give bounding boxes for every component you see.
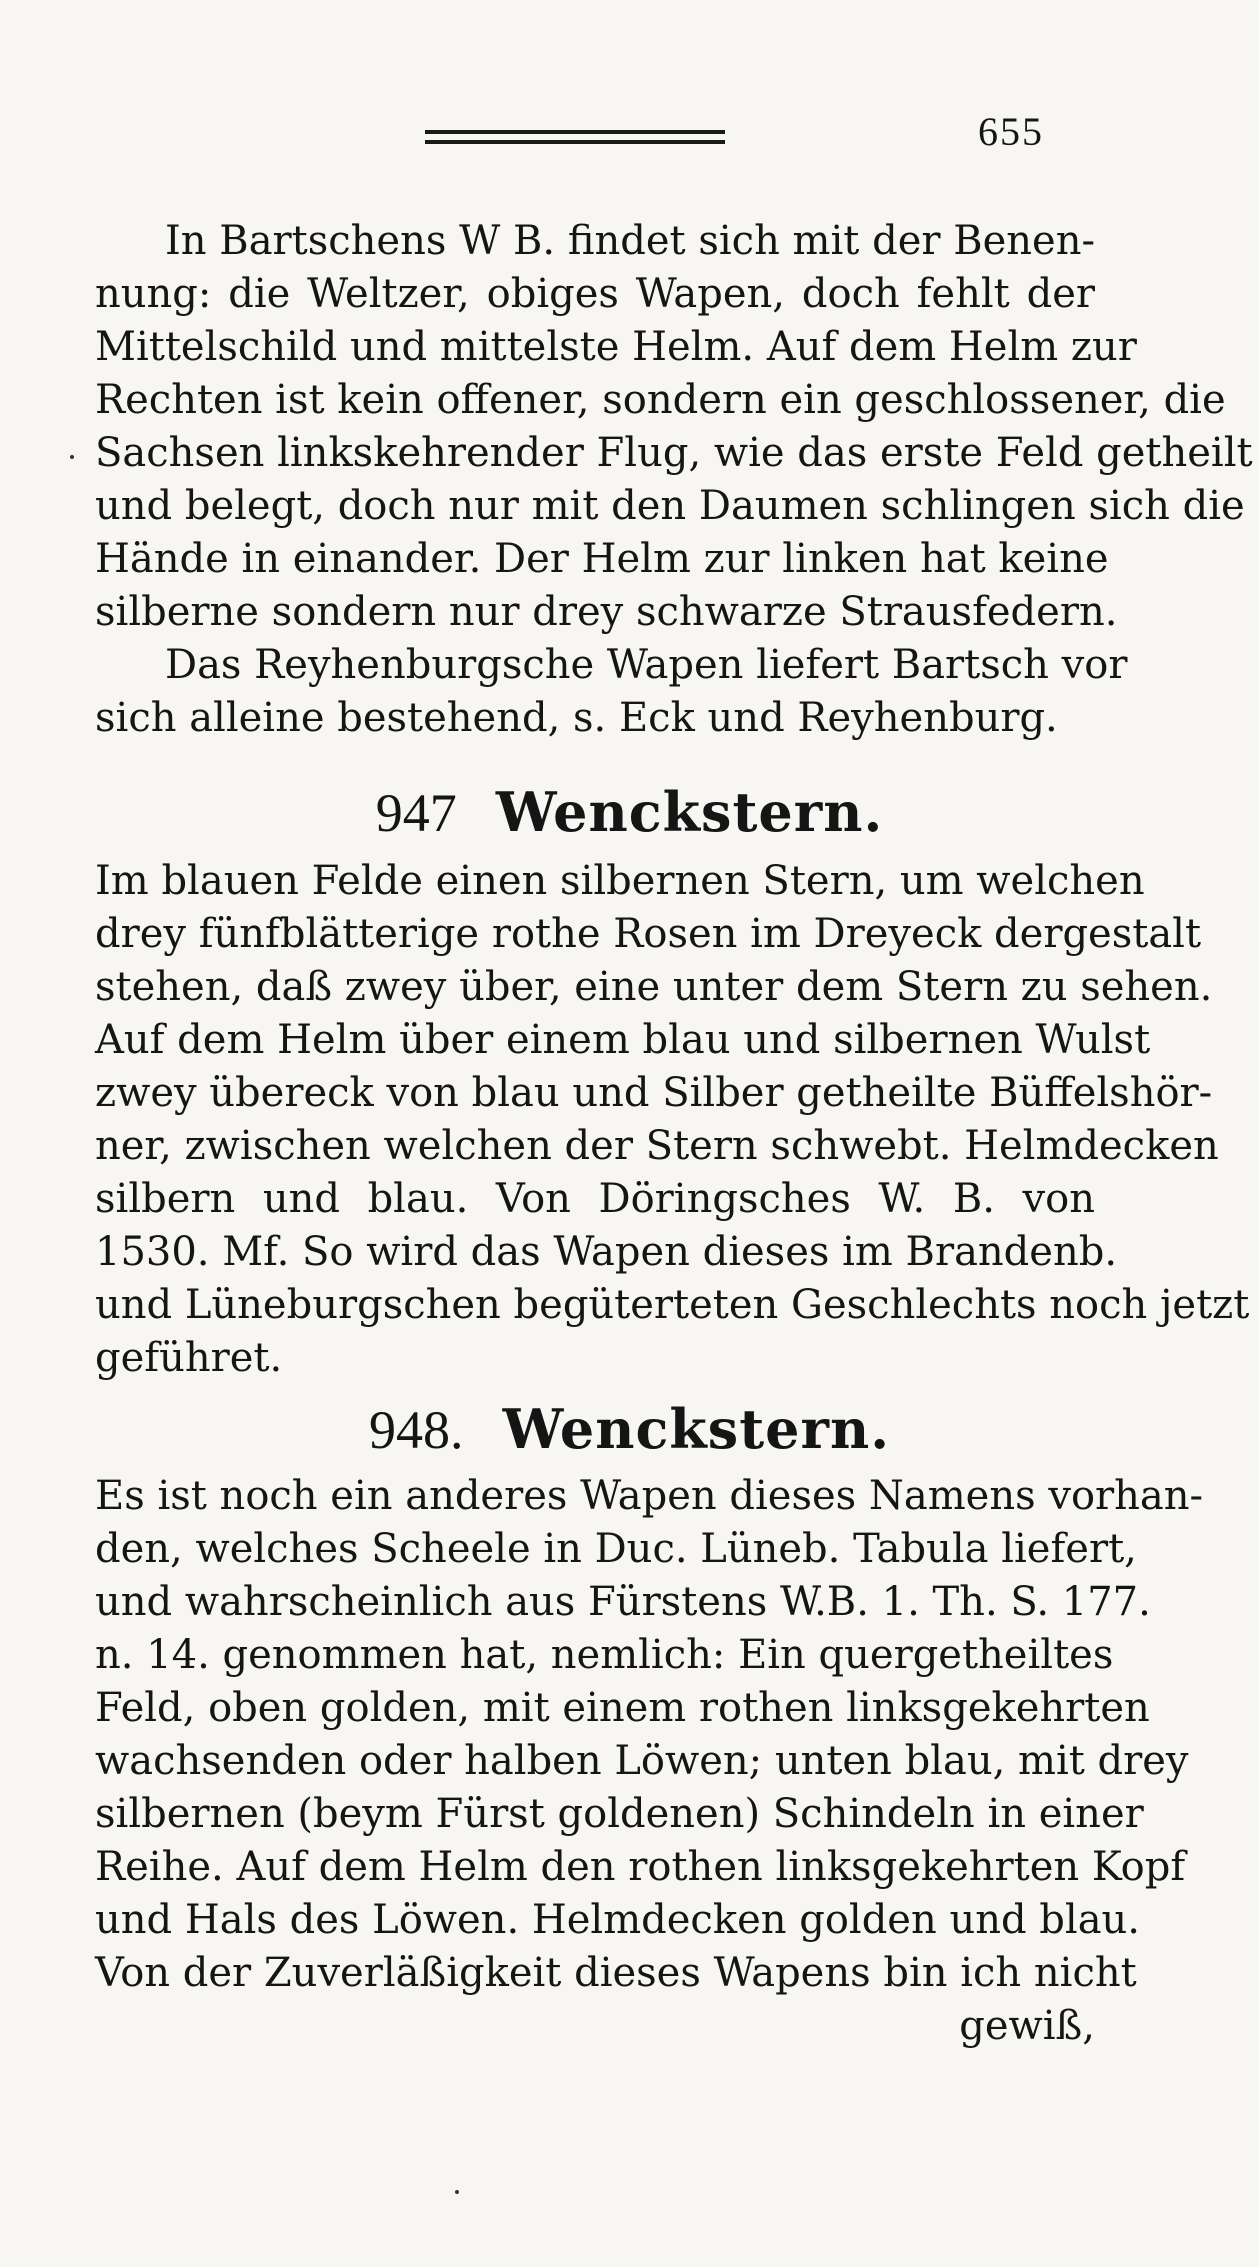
text-line: ner, zwischen welchen der Stern schwebt. Helmdecken xyxy=(95,1123,1219,1169)
entry-948-body xyxy=(95,1470,1204,2053)
text-line: silbernen (beym Fürst goldenen) Schindeln in einer xyxy=(95,1791,1144,1837)
text-line: Rechten ist kein offener, sondern ein geschlossener, die xyxy=(95,377,1226,423)
text-line: und wahrscheinlich aus Fürstens W.B. 1. Th. S. 177. xyxy=(95,1579,1151,1625)
text-line: den, welches Scheele in Duc. Lüneb. Tabula liefert, xyxy=(95,1526,1137,1572)
text-line: Reihe. Auf dem Helm den rothen linksgekehrten Kopf xyxy=(95,1844,1186,1890)
text-line: Im blauen Felde einen silbernen Stern, um welchen xyxy=(95,858,1145,904)
text-line: wachsenden oder halben Löwen; unten blau, mit drey xyxy=(95,1738,1189,1784)
intro-paragraphs xyxy=(95,215,1253,745)
header-double-rule xyxy=(425,130,725,148)
paper-speck xyxy=(455,2190,459,2194)
text-line: und belegt, doch nur mit den Daumen schlingen sich die xyxy=(95,483,1245,529)
text-line: Das Reyhenburgsche Wapen liefert Bartsch vor xyxy=(165,642,1128,688)
entry-heading-947 xyxy=(0,780,1259,844)
catchword: gewiß, xyxy=(959,2003,1095,2049)
paper-speck xyxy=(70,455,74,459)
text-line: Hände in einander. Der Helm zur linken hat keine xyxy=(95,536,1109,582)
text-line: 1530. Mf. So wird das Wapen dieses im Brandenb. xyxy=(95,1229,1118,1275)
text-line: Auf dem Helm über einem blau und silbernen Wulst xyxy=(95,1017,1151,1063)
text-line: zwey übereck von blau und Silber getheilte Büffelshör- xyxy=(95,1070,1213,1116)
text-line: Sachsen linkskehrender Flug, wie das erste Feld getheilt xyxy=(95,430,1253,476)
text-line: und Lüneburgschen begüterteten Geschlechts noch jetzt xyxy=(95,1282,1250,1328)
entry-heading-948 xyxy=(0,1397,1259,1461)
text-line: Von der Zuverläßigkeit dieses Wapens bin ich nicht xyxy=(95,1950,1137,1996)
text-line: n. 14. genommen hat, nemlich: Ein quergetheiltes xyxy=(95,1632,1114,1678)
header-rule-line xyxy=(425,130,725,134)
text-line: sich alleine bestehend, s. Eck und Reyhenburg. xyxy=(95,695,1058,741)
text-line: Mittelschild und mittelste Helm. Auf dem Helm zur xyxy=(95,324,1137,370)
text-line: drey fünfblätterige rothe Rosen im Dreyeck dergestalt xyxy=(95,911,1202,957)
page-number: 655 xyxy=(978,109,1044,154)
text-line: nung: die Weltzer, obiges Wapen, doch fehlt der xyxy=(95,271,1095,317)
entry-title: Wenckstern. xyxy=(495,780,884,844)
text-line: geführet. xyxy=(95,1335,283,1381)
text-line: Es ist noch ein anderes Wapen dieses Namens vorhan- xyxy=(95,1473,1204,1519)
entry-947-body xyxy=(95,855,1250,1385)
text-line: In Bartschens W B. findet sich mit der Benen- xyxy=(165,218,1095,264)
entry-title: Wenckstern. xyxy=(502,1397,891,1461)
text-line: und Hals des Löwen. Helmdecken golden und blau. xyxy=(95,1897,1141,1943)
text-line: silberne sondern nur drey schwarze Strausfedern. xyxy=(95,589,1118,635)
entry-number: 947 xyxy=(375,783,457,843)
text-line: stehen, daß zwey über, eine unter dem Stern zu sehen. xyxy=(95,964,1213,1010)
text-line: silbern und blau. Von Döringsches W. B. von xyxy=(95,1176,1095,1222)
entry-number: 948. xyxy=(368,1400,464,1460)
text-line: Feld, oben golden, mit einem rothen linksgekehrten xyxy=(95,1685,1150,1731)
header-rule-line xyxy=(425,140,725,144)
